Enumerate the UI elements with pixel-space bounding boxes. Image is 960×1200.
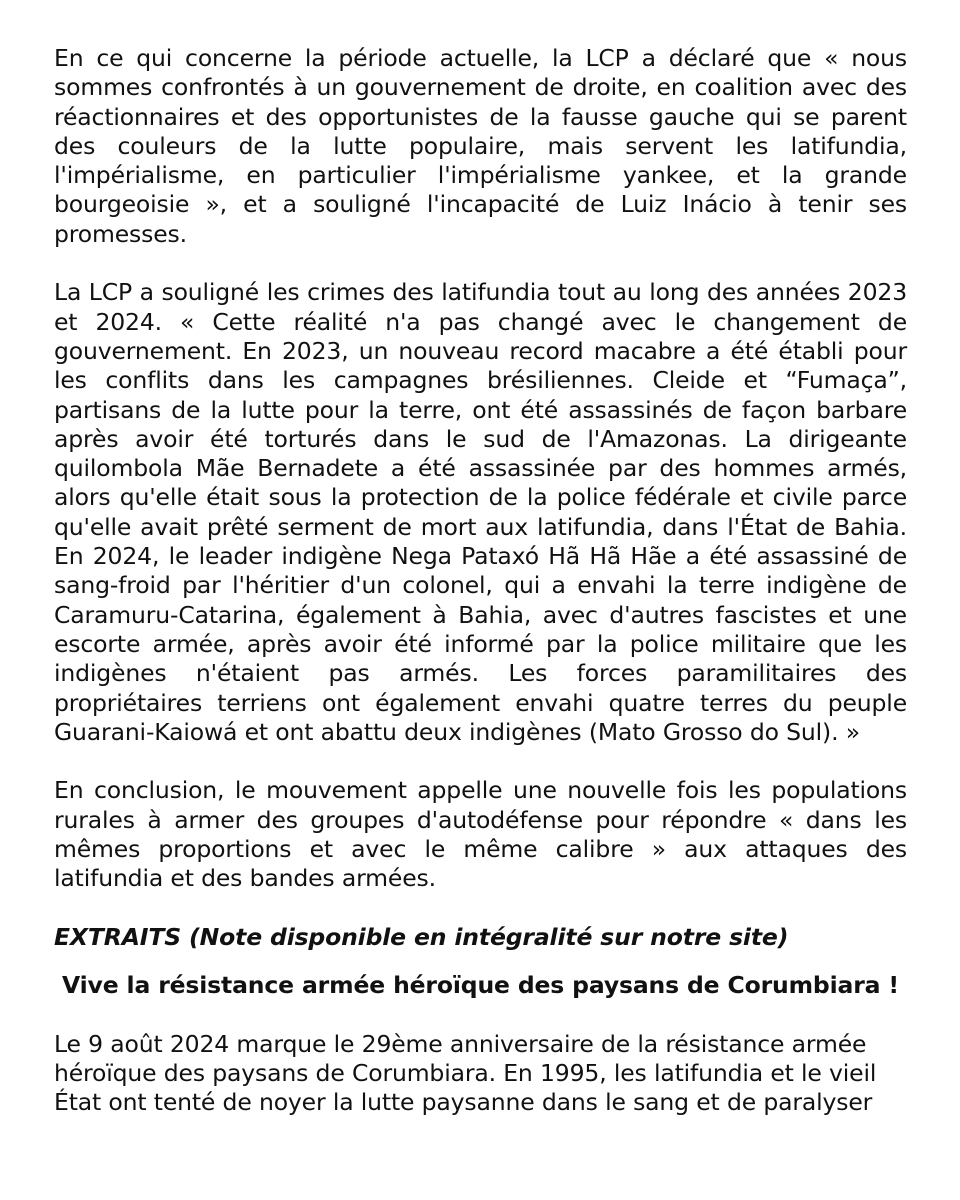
paragraph-current-period: En ce qui concerne la période actuelle, la LCP a déclaré que « nous sommes confrontés à un gouvernement de droite, en coalition avec des réactionnaires et des opportunistes de la fausse gauche qui se parent des couleurs de la lutte populaire, mais servent les latifundia, l'impérialisme, en particulier l'impérialisme yankee, et la grande bourgeoisie », et a souligné l'incapacité de Luiz Inácio à tenir ses promesses. (54, 44, 907, 248)
section-heading: Vive la résistance armée héroïque des paysans de Corumbiara ! (62, 971, 899, 1000)
extracts-label: EXTRAITS (Note disponible en intégralité sur notre site) (54, 922, 789, 951)
paragraph-latifundia-crimes: La LCP a souligné les crimes des latifundia tout au long des années 2023 et 2024. « Cette réalité n'a pas changé avec le changement de gouvernement. En 2023, un nouveau record macabre a été établi pour les conflits dans les campagnes brésiliennes. Cleide et “Fumaça”, partisans de la lutte pour la terre, ont été assassinés de façon barbare après avoir été torturés dans le sud de l'Amazonas. La dirigeante quilombola Mãe Bernadete a été assassinée par des hommes armés, alors qu'elle était sous la protection de la police fédérale et civile parce qu'elle avait prêté serment de mort aux latifundia, dans l'État de Bahia. En 2024, le leader indigène Nega Pataxó Hã Hã Hãe a été assassiné de sang-froid par l'héritier d'un colonel, qui a envahi la terre indigène de Caramuru-Catarina, également à Bahia, avec d'autres fascistes et une escorte armée, après avoir été informé par la police militaire que les indigènes n'étaient pas armés. Les forces paramilitaires des propriétaires terriens ont également envahi quatre terres du peuple Guarani-Kaiowá et ont abattu deux indigènes (Mato Grosso do Sul). » (54, 278, 907, 746)
paragraph-corumbiara: Le 9 août 2024 marque le 29ème anniversaire de la résistance armée héroïque des paysans de Corumbiara. En 1995, les latifundia et le vieil État ont tenté de noyer la lutte paysanne dans le sang et de paralyser (54, 1029, 877, 1117)
article-body (54, 44, 907, 1147)
paragraph-conclusion: En conclusion, le mouvement appelle une nouvelle fois les populations rurales à armer des groupes d'autodéfense pour répondre « dans les mêmes proportions et avec le même calibre » aux attaques des latifundia et des bandes armées. (54, 776, 907, 893)
